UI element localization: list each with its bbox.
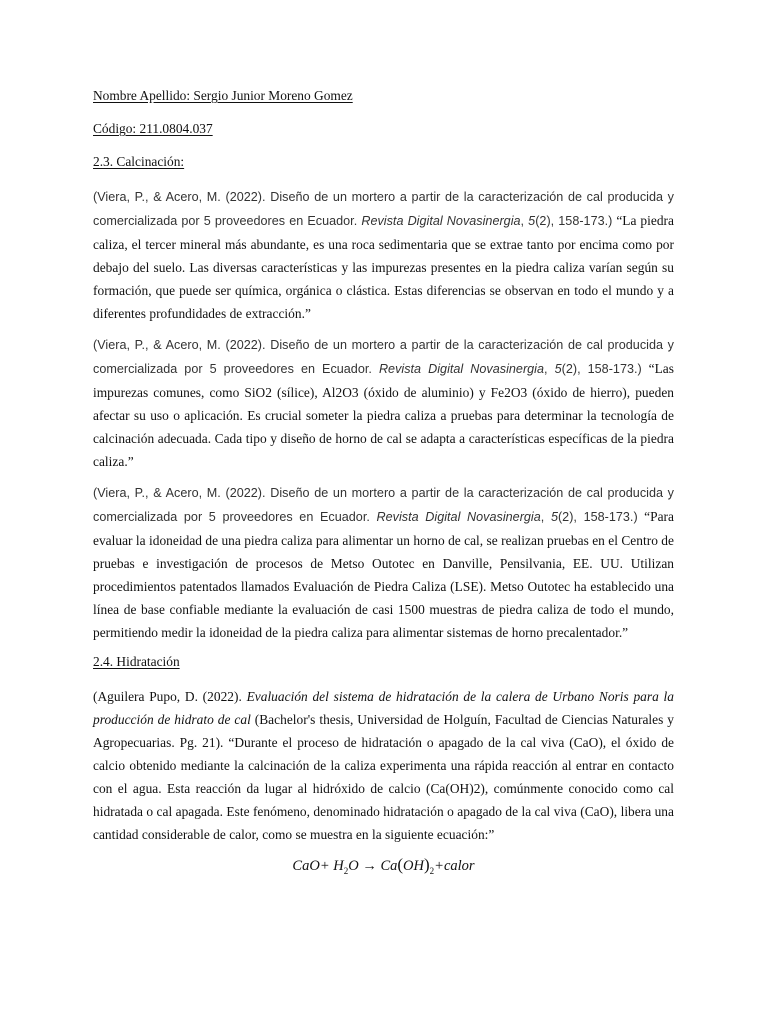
hydration-equation — [93, 854, 674, 882]
equation-term: Ca — [380, 858, 398, 874]
equation-term: H — [333, 858, 344, 874]
calcinacion-paragraph-2 — [93, 333, 674, 473]
citation-pages: (2), 158-173.) — [535, 214, 613, 228]
citation-separator: , — [544, 362, 555, 376]
equation-term: CaO — [292, 858, 320, 874]
citation-volume: 5 — [554, 362, 562, 376]
citation-details: (Bachelor's thesis, Universidad de Holguín, Facultad de Ciencias Naturales y Agropecuarias. Pg. 21). — [93, 712, 675, 750]
student-code: Código: 211.0804.037 — [93, 121, 213, 136]
citation-pages: (2), 158-173.) — [561, 362, 642, 376]
citation-text: (Aguilera Pupo, D. (2022). — [93, 689, 247, 704]
citation-journal: Revista Digital Novasinergia — [361, 214, 521, 228]
quote-text: “Para evaluar la idoneidad de una piedra caliza para alimentar un horno de cal, se realizan pruebas en el Centro de pruebas e investigación de procesos de Metso Outotec en Danville, Pensilvania, EE. UU. Utilizan procedimientos patentados llamados Evaluación de Piedra Caliza (LSE). Metso Outotec ha establecido una línea de base confiable mediante la evaluación de casi 1500 muestras de piedra caliza de todo el mundo, permitiendo medir la idoneidad de la piedra caliza para alimentar sistemas de horno precalentador.” — [93, 509, 674, 640]
quote-text: “Las impurezas comunes, como SiO2 (sílice), Al2O3 (óxido de aluminio) y Fe2O3 (óxido de hierro), pueden afectar su uso o aplicación. Es crucial someter la piedra caliza a pruebas para determinar la tecnología de calcinación adecuada. Cada tipo y diseño de horno de cal se adapta a características específicas de la piedra caliza.” — [93, 361, 674, 469]
citation-journal: Revista Digital Novasinergia — [376, 510, 541, 524]
equation-term: calor — [443, 858, 475, 874]
citation-volume: 5 — [528, 214, 536, 228]
equation-subscript: 2 — [343, 865, 349, 876]
equation-paren-open: ( — [397, 855, 404, 874]
citation-separator: , — [520, 214, 529, 228]
quote-text: “Durante el proceso de hidratación o apagado de la cal viva (CaO), el óxido de calcio obtenido mediante la calcinación de la caliza experimenta una rápida reacción al entrar en contacto con el agua. Esta reacción da lugar al hidróxido de calcio (Ca(OH)2), comúnmente conocido como cal hidratada o cal apagada. Este fenómeno, denominado hidratación o apagado de la cal viva (CaO), libera una cantidad considerable de calor, como se muestra en la siguiente ecuación:” — [93, 735, 674, 842]
calcinacion-paragraph-3 — [93, 481, 674, 644]
citation-separator: , — [540, 510, 551, 524]
equation-term: O — [348, 858, 359, 874]
equation-plus: + — [319, 858, 330, 874]
citation-journal: Revista Digital Novasinergia — [378, 362, 545, 376]
quote-text: “La piedra caliza, el tercer mineral más abundante, es una roca sedimentaria que se extrae tanto por encima como por debajo del suelo. Las diversas características y las impurezas presentes en la piedra caliza varían según su formación, que puede ser química, orgánica o clástica. Estas diferencias se observan en todo el mundo y a diferentes profundidades de extracción.” — [93, 213, 674, 321]
equation-paren-close: ) — [424, 855, 430, 874]
equation-plus: + — [434, 858, 444, 874]
equation-subscript: 2 — [429, 865, 435, 876]
citation-volume: 5 — [550, 510, 558, 524]
citation-pages: (2), 158-173.) — [557, 510, 638, 524]
section-title-calcinacion: 2.3. Calcinación: — [93, 154, 185, 169]
equation-arrow: → — [362, 858, 377, 874]
equation-term: OH — [403, 858, 424, 874]
citation-text: (Viera, P., & Acero, M. (2022). Diseño de un mortero a partir de la caracterización de cal producida y comercializada por 5 proveedores en Ecuador. — [93, 486, 674, 524]
calcinacion-paragraph-1 — [93, 185, 674, 325]
student-name: Nombre Apellido: Sergio Junior Moreno Gomez — [93, 88, 353, 103]
citation-text: (Viera, P., & Acero, M. (2022). Diseño de un mortero a partir de la caracterización de cal producida y comercializada por 5 proveedores en Ecuador. — [93, 338, 674, 376]
citation-text: (Viera, P., & Acero, M. (2022). Diseño de un mortero a partir de la caracterización de cal producida y comercializada por 5 proveedores en Ecuador. — [93, 190, 674, 228]
citation-thesis-title: Evaluación del sistema de hidratación de la calera de Urbano Noris para la producción de hidrato de cal — [93, 689, 675, 727]
section-title-hidratacion: 2.4. Hidratación — [93, 654, 180, 669]
hidratacion-paragraph — [93, 685, 674, 846]
document-page — [93, 86, 674, 882]
